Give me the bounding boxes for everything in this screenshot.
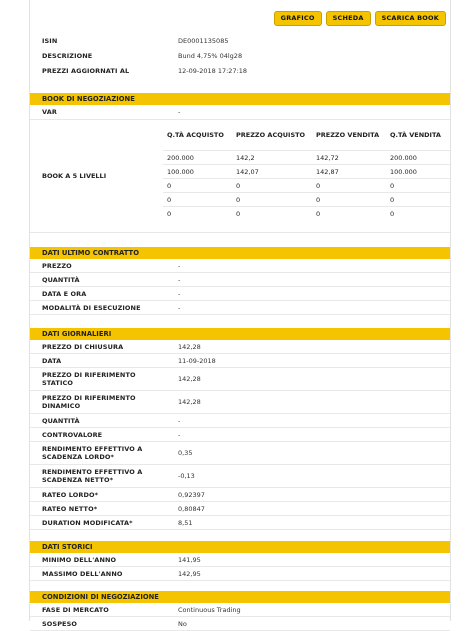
info-label: PREZZI AGGIORNATI AL [42, 66, 130, 75]
section-title: DATI STORICI [30, 541, 450, 553]
book-row [163, 151, 450, 165]
row-value: 0,35 [178, 449, 193, 457]
data-row [30, 516, 450, 530]
book-header [163, 120, 450, 151]
info-value: 12-09-2018 17:27:18 [178, 66, 248, 75]
row-label: CONTROVALORE [42, 430, 103, 439]
row-value: 142,28 [178, 342, 201, 351]
col-qta-vendita: Q.TÀ VENDITA [390, 131, 441, 139]
row-label: FASE DI MERCATO [42, 605, 109, 614]
row-label: QUANTITÀ [42, 275, 80, 284]
data-row [30, 340, 450, 354]
row-value: Continuous Trading [178, 605, 241, 614]
data-row [30, 287, 450, 301]
toolbar [30, 0, 450, 26]
book-cell: 0 [390, 195, 395, 204]
col-prezzo-acquisto: PREZZO ACQUISTO [236, 131, 306, 139]
var-row [30, 105, 450, 120]
data-row [30, 301, 450, 315]
section-title: DATI ULTIMO CONTRATTO [30, 247, 450, 259]
row-value: - [178, 430, 181, 439]
data-row [30, 414, 450, 428]
data-row [30, 567, 450, 581]
info-section [30, 34, 450, 78]
book-row [163, 193, 450, 207]
scheda-button[interactable]: SCHEDA [326, 11, 371, 26]
row-value: 142,28 [178, 398, 201, 406]
book-cell: 0 [167, 195, 172, 204]
data-row [30, 442, 450, 465]
book-cell: 100.000 [167, 167, 194, 176]
book-cell: 0 [167, 209, 172, 218]
row-label: RATEO NETTO* [42, 504, 98, 513]
section-title: BOOK DI NEGOZIAZIONE [30, 93, 450, 105]
row-value: - [178, 416, 181, 425]
row-label: PREZZO DI RIFERIMENTO STATICO [42, 371, 136, 387]
book-cell: 0 [316, 209, 321, 218]
data-row [30, 273, 450, 287]
data-row [30, 502, 450, 516]
grafico-button[interactable]: GRAFICO [274, 11, 322, 26]
row-label: RENDIMENTO EFFETTIVO A SCADENZA LORDO* [42, 445, 143, 461]
book-cell: 0 [236, 181, 241, 190]
book-row [163, 179, 450, 193]
book-cell: 142,2 [236, 153, 255, 162]
info-label: ISIN [42, 37, 58, 45]
data-row [30, 368, 450, 391]
book-cell: 200.000 [390, 153, 417, 162]
row-value: - [178, 289, 181, 298]
book-levels-label: BOOK A 5 LIVELLI [42, 172, 107, 180]
row-label: MODALITÀ DI ESECUZIONE [42, 303, 141, 312]
book-cell: 0 [236, 209, 241, 218]
row-label: DATA [42, 356, 62, 365]
data-row [30, 259, 450, 273]
book-cell: 100.000 [390, 167, 417, 176]
book-row [163, 165, 450, 179]
book-cell: 142,07 [236, 167, 259, 176]
row-value: -0,13 [178, 472, 195, 480]
row-label: MASSIMO DELL'ANNO [42, 569, 123, 578]
section-title: CONDIZIONI DI NEGOZIAZIONE [30, 591, 450, 603]
book-cell: 0 [316, 181, 321, 190]
data-row [30, 553, 450, 567]
book-cell: 0 [316, 195, 321, 204]
book-row [163, 207, 450, 220]
row-value: 141,95 [178, 555, 201, 564]
book-cell: 200.000 [167, 153, 194, 162]
data-row [30, 465, 450, 488]
row-value: - [178, 261, 181, 270]
row-label: QUANTITÀ [42, 416, 80, 425]
info-value: DE0001135085 [178, 37, 229, 45]
info-row [30, 34, 450, 48]
row-value: - [178, 303, 181, 312]
info-value: Bund 4,75% 04lg28 [178, 51, 243, 60]
row-label: RENDIMENTO EFFETTIVO A SCADENZA NETTO* [42, 468, 143, 484]
data-row [30, 354, 450, 368]
row-value: No [178, 619, 187, 628]
row-label: RATEO LORDO* [42, 490, 99, 499]
row-value: - [178, 275, 181, 284]
data-row [30, 488, 450, 502]
row-label: SOSPESO [42, 619, 77, 628]
row-value: 142,95 [178, 569, 201, 578]
info-row [30, 63, 450, 78]
row-value: 0,92397 [178, 490, 205, 499]
book-levels [30, 120, 450, 233]
row-value: 142,28 [178, 375, 201, 383]
book-cell: 0 [390, 209, 395, 218]
var-value: - [178, 108, 181, 116]
data-row [30, 603, 450, 617]
row-label: PREZZO [42, 261, 72, 270]
info-label: DESCRIZIONE [42, 51, 93, 60]
data-row [30, 617, 450, 631]
data-row [30, 428, 450, 442]
row-label: PREZZO DI CHIUSURA [42, 342, 124, 351]
scarica-book-button[interactable]: SCARICA BOOK [375, 11, 446, 26]
col-qta-acquisto: Q.TÀ ACQUISTO [167, 131, 224, 139]
book-cell: 0 [390, 181, 395, 190]
book-cell: 142,72 [316, 153, 339, 162]
row-value: 11-09-2018 [178, 356, 216, 365]
var-label: VAR [42, 108, 57, 116]
section-title: DATI GIORNALIERI [30, 328, 450, 340]
book-cell: 0 [167, 181, 172, 190]
row-label: MINIMO DELL'ANNO [42, 555, 117, 564]
row-value: 0,80847 [178, 504, 205, 513]
data-row [30, 391, 450, 414]
row-label: DATA E ORA [42, 289, 87, 298]
row-value: 8,51 [178, 518, 193, 527]
row-label: DURATION MODIFICATA* [42, 518, 133, 527]
row-label: PREZZO DI RIFERIMENTO DINAMICO [42, 394, 136, 410]
book-cell: 142,87 [316, 167, 339, 176]
col-prezzo-vendita: PREZZO VENDITA [316, 131, 380, 139]
book-table [163, 120, 450, 232]
instrument-panel [29, 0, 451, 628]
book-cell: 0 [236, 195, 241, 204]
info-row [30, 48, 450, 63]
